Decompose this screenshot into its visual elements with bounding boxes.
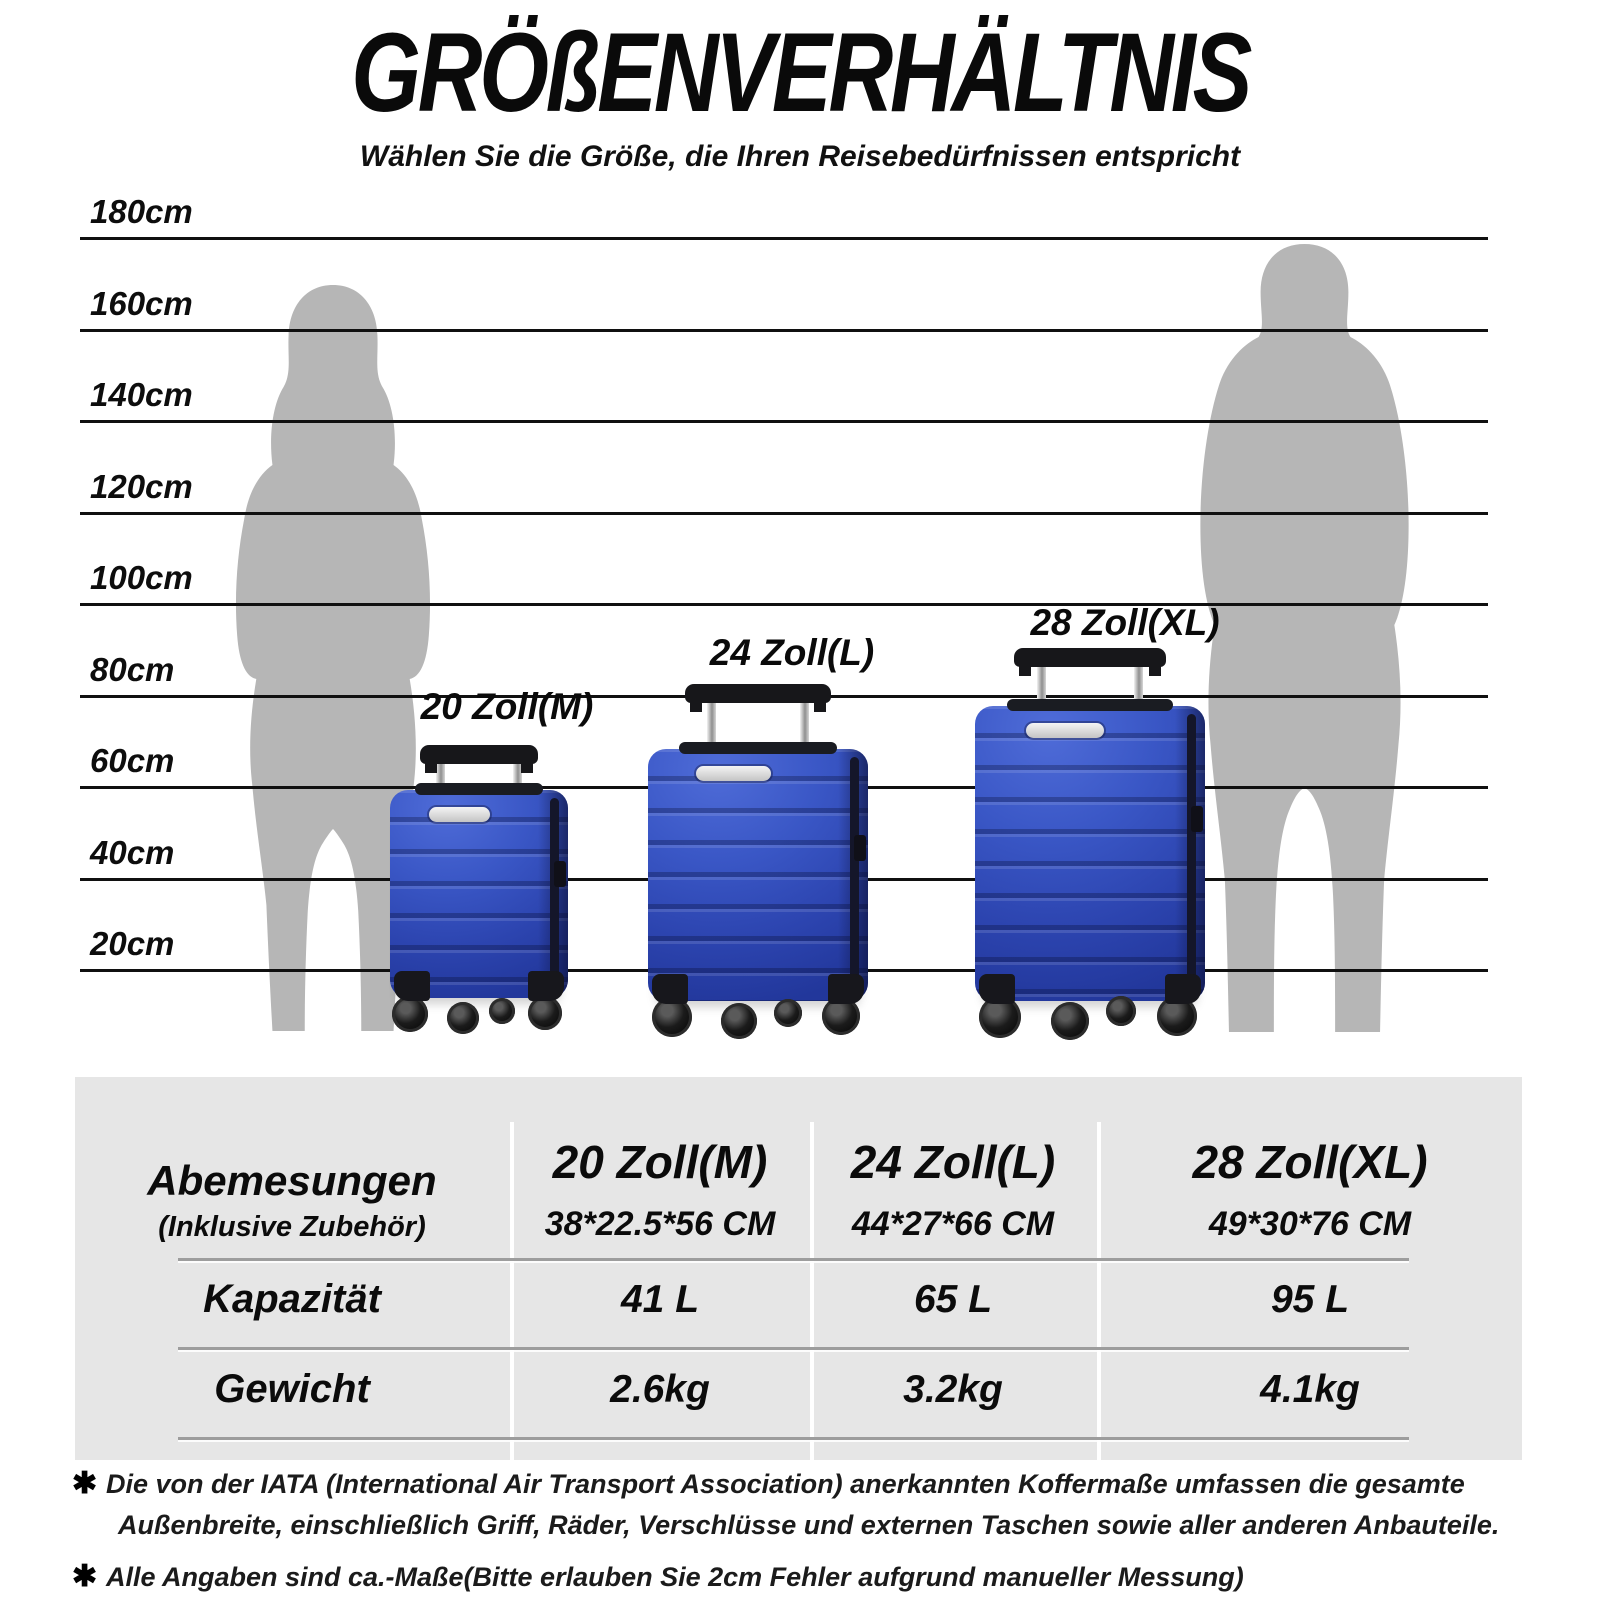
ruler-label: 20cm xyxy=(90,925,175,962)
wheel xyxy=(1051,1002,1089,1040)
ruler-label: 80cm xyxy=(90,651,175,688)
brand-plate xyxy=(696,766,771,781)
dims-20: 38*22.5*56 CM xyxy=(544,1205,776,1243)
wheel xyxy=(392,996,428,1032)
suitcase-28-label: 28 Zoll(XL) xyxy=(1030,602,1220,643)
top-trim xyxy=(1007,699,1173,711)
tsa-lock xyxy=(1191,806,1203,832)
capacity-24: 65 L xyxy=(913,1278,993,1321)
capacity-28: 95 L xyxy=(1270,1278,1350,1321)
footnote-tolerance xyxy=(72,1556,1550,1599)
ruler-label: 120cm xyxy=(90,468,193,505)
capacity-20: 41 L xyxy=(620,1278,700,1321)
footnote-iata xyxy=(72,1463,1550,1544)
page-subtitle: Wählen Sie die Größe, die Ihren Reisebedürfnissen entspricht xyxy=(359,140,1241,173)
column-divider xyxy=(810,1122,814,1460)
wheel xyxy=(528,996,562,1030)
zipper-spine xyxy=(1187,714,1196,995)
weight-row-label: Gewicht xyxy=(214,1367,370,1411)
ruler-line xyxy=(80,559,1488,606)
column-divider xyxy=(1097,1122,1101,1460)
dimensions-subheader: (Inklusive Zubehör) xyxy=(158,1211,426,1243)
top-trim xyxy=(679,742,837,754)
trolley-grip xyxy=(1014,648,1166,667)
ruler-line xyxy=(80,193,1488,240)
size-header-28: 28 Zoll(XL) xyxy=(1192,1136,1428,1188)
weight-24: 3.2kg xyxy=(903,1368,1003,1411)
brand-plate xyxy=(1026,723,1104,738)
size-header-20: 20 Zoll(M) xyxy=(552,1136,768,1188)
wheel xyxy=(774,999,802,1027)
suitcase-24-zoll xyxy=(648,684,868,1037)
footnotes xyxy=(72,1463,1550,1599)
asterisk-icon: ✱ xyxy=(72,1467,98,1500)
size-header-24: 24 Zoll(L) xyxy=(850,1136,1056,1188)
wheel xyxy=(447,1002,479,1034)
wheel xyxy=(1106,996,1136,1026)
zipper-spine xyxy=(850,757,859,995)
ruler-label: 40cm xyxy=(90,834,175,871)
suitcase-28-zoll xyxy=(975,648,1205,1038)
corner-guard xyxy=(652,974,688,1004)
dims-28: 49*30*76 CM xyxy=(1208,1205,1412,1243)
ruler-line xyxy=(80,285,1488,332)
column-divider xyxy=(510,1122,514,1460)
weight-20: 2.6kg xyxy=(610,1368,710,1411)
suitcase-20-label: 20 Zoll(M) xyxy=(420,686,594,727)
trolley-grip xyxy=(685,684,830,703)
trolley-grip xyxy=(420,745,538,764)
spec-table xyxy=(75,1077,1522,1460)
suitcase-body xyxy=(390,790,568,998)
tsa-lock xyxy=(854,835,866,861)
brand-plate xyxy=(429,807,490,822)
footnote-text: Alle Angaben sind ca.-Maße(Bitte erlauben Sie 2cm Fehler aufgrund manueller Messung) xyxy=(106,1561,1244,1592)
row-divider xyxy=(178,1258,1409,1261)
row-divider xyxy=(178,1347,1409,1350)
ruler-label: 100cm xyxy=(90,559,193,596)
corner-guard xyxy=(828,974,864,1004)
suitcase-20-zoll xyxy=(390,745,568,1032)
dims-24: 44*27*66 CM xyxy=(851,1205,1055,1243)
capacity-row-label: Kapazität xyxy=(203,1277,381,1321)
wheel xyxy=(721,1003,757,1039)
corner-guard xyxy=(1165,974,1201,1004)
corner-guard xyxy=(528,971,564,1001)
ruler-line xyxy=(80,376,1488,423)
row-divider xyxy=(178,1437,1409,1440)
suitcase-body xyxy=(975,706,1205,1001)
ruler-label: 140cm xyxy=(90,376,193,413)
suitcase-24-label: 24 Zoll(L) xyxy=(709,632,875,673)
dimensions-header: Abemesungen xyxy=(147,1157,437,1204)
corner-guard xyxy=(394,971,430,1001)
ruler-label: 180cm xyxy=(90,193,193,230)
weight-28: 4.1kg xyxy=(1260,1368,1360,1411)
ruler-label: 60cm xyxy=(90,742,175,779)
asterisk-icon: ✱ xyxy=(72,1559,98,1593)
footnote-text: Die von der IATA (International Air Transport Association) anerkannten Koffermaße umfassen die gesamte Außenbreite, einschließlich Griff, Räder, Verschlüsse und externen Taschen sowie aller anderen Anbauteile. xyxy=(106,1469,1500,1540)
ruler-label: 160cm xyxy=(90,285,193,322)
header xyxy=(0,8,1600,137)
suitcase-body xyxy=(648,749,868,1001)
top-trim xyxy=(415,783,543,795)
page-title: GRÖßENVERHÄLTNIS xyxy=(351,10,1249,135)
wheel xyxy=(489,998,515,1024)
corner-guard xyxy=(979,974,1015,1004)
zipper-spine xyxy=(550,798,559,992)
tsa-lock xyxy=(554,861,566,887)
ruler-line xyxy=(80,468,1488,515)
